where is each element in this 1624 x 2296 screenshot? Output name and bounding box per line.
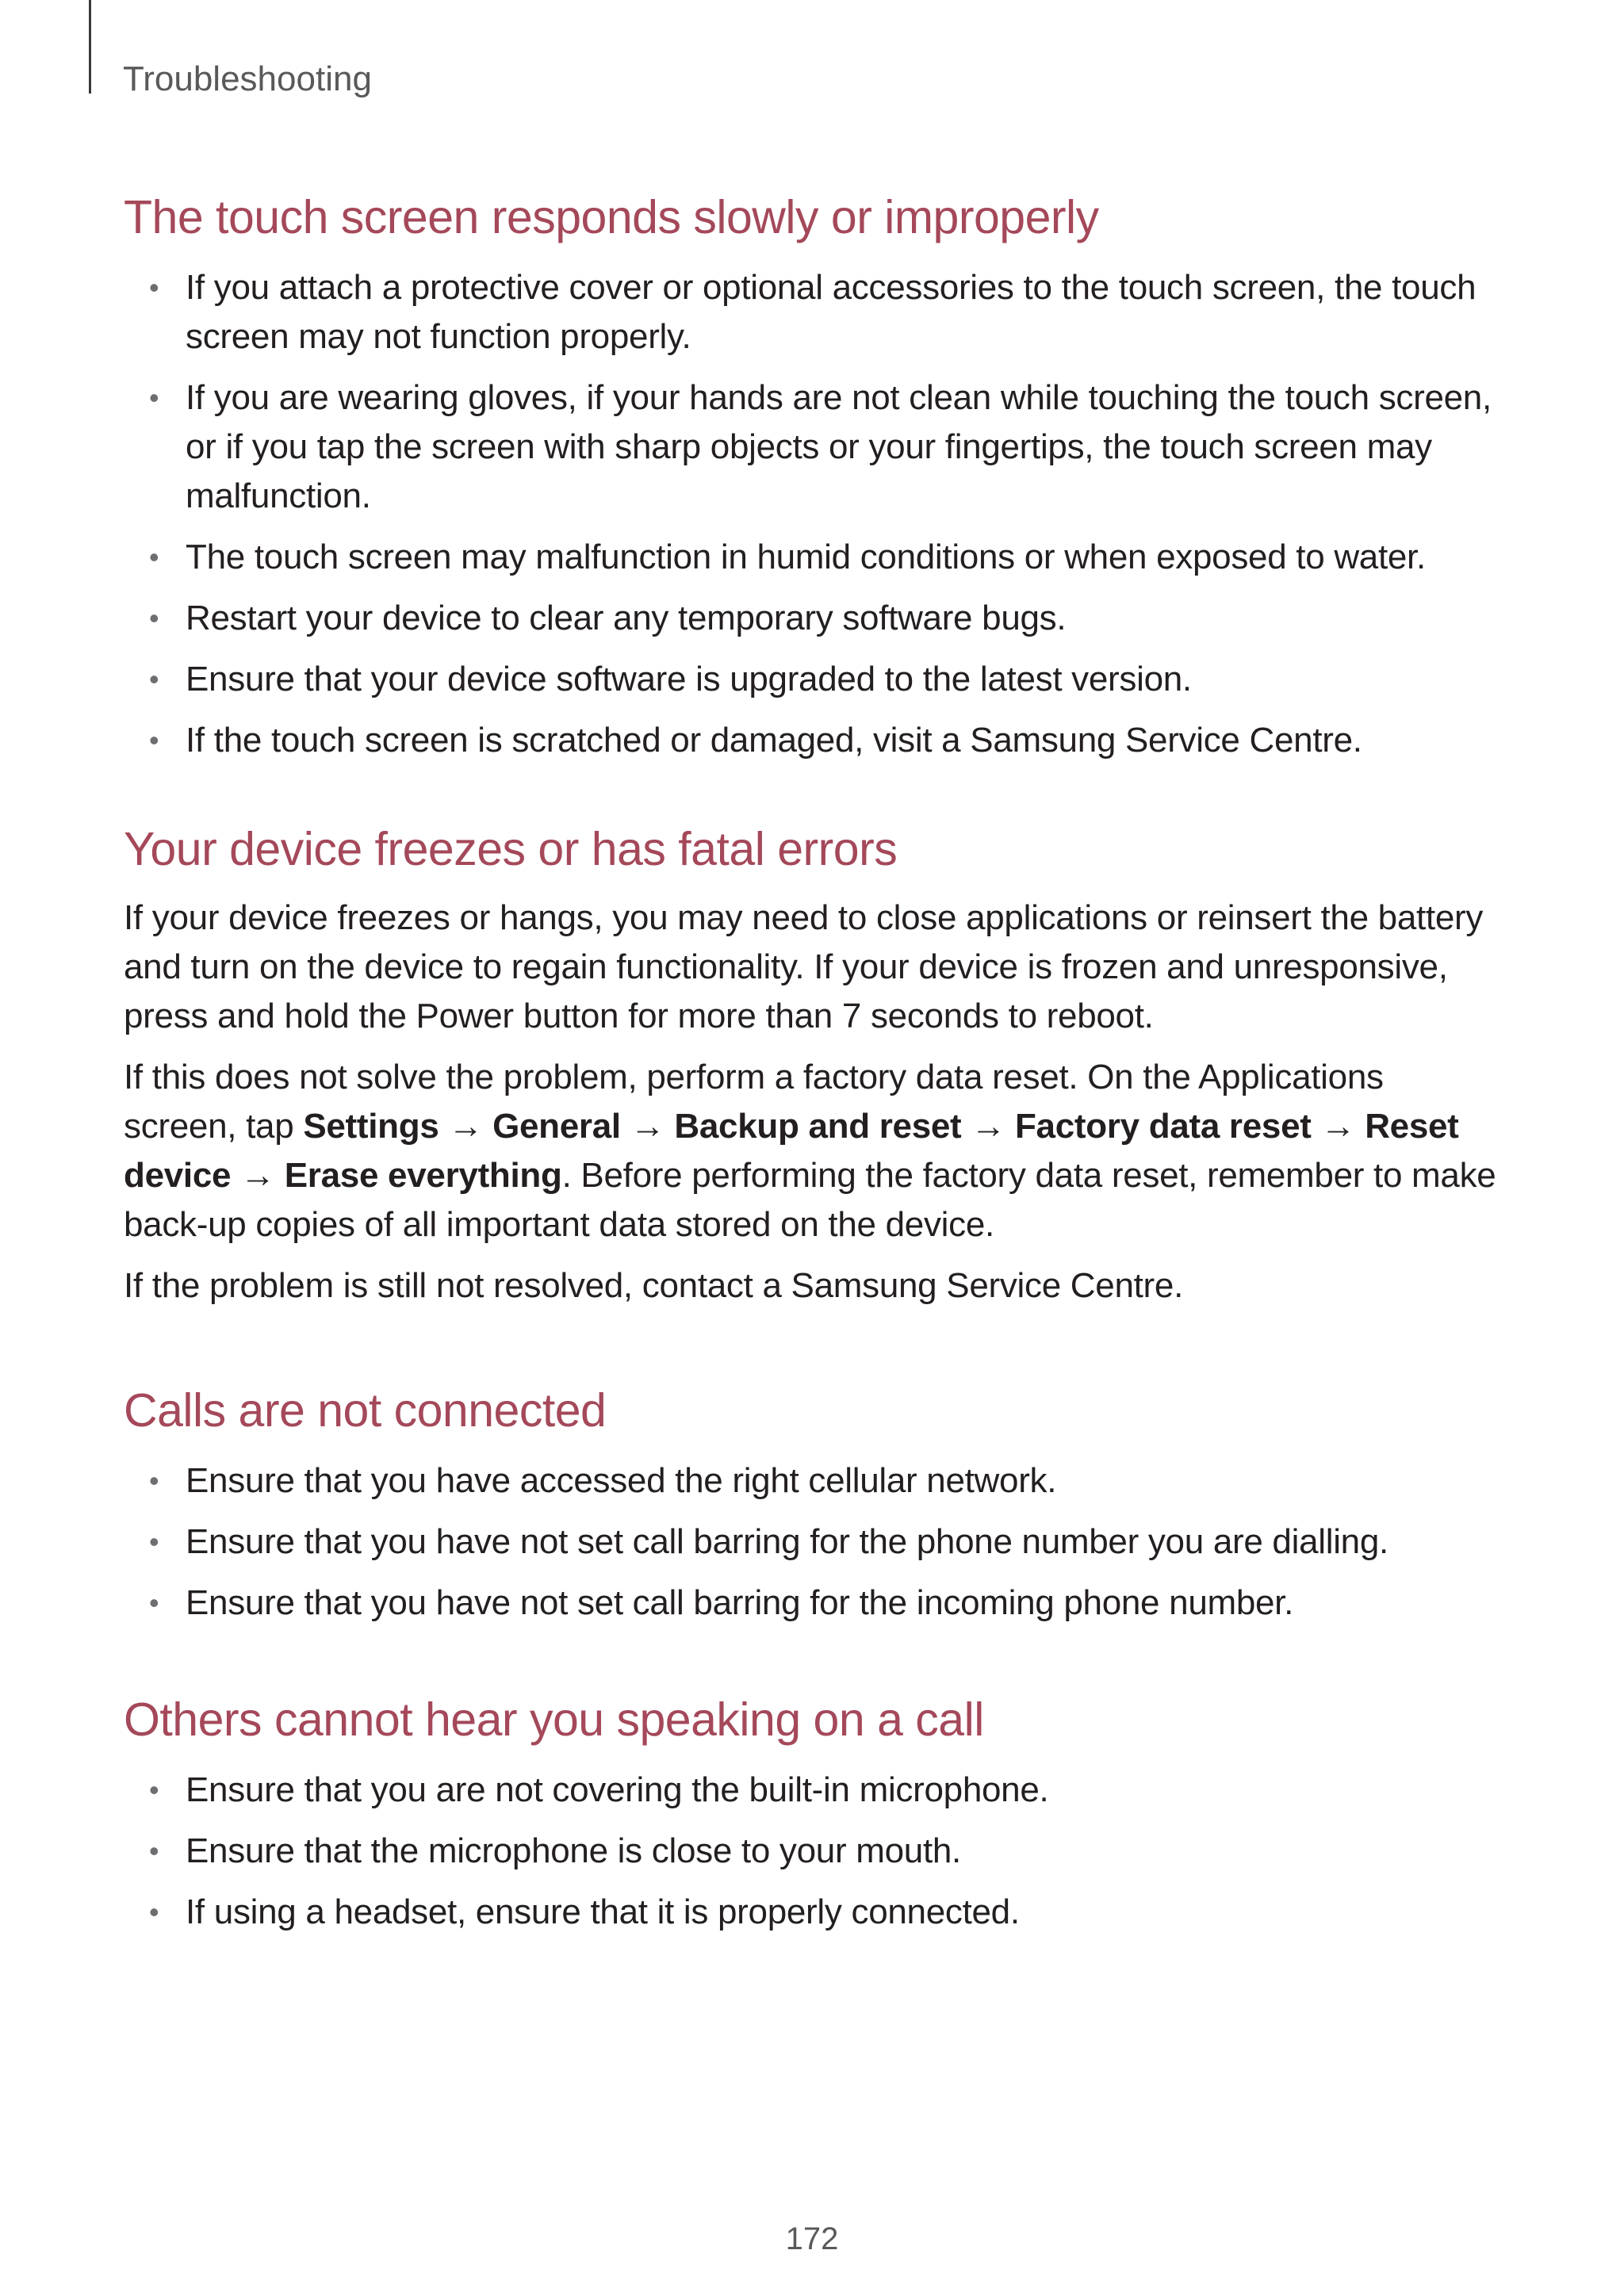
list-item: [124, 373, 1503, 521]
bullet-icon: •: [149, 602, 159, 634]
list-item: [124, 1578, 1503, 1628]
bullet-icon: •: [149, 663, 159, 695]
list-item: [124, 1766, 1503, 1815]
header-rule: [89, 0, 91, 94]
list-item-text: Ensure that you have accessed the right cellular network.: [186, 1461, 1057, 1500]
menu-path-reset-device: Reset device: [124, 1107, 1459, 1195]
bullet-icon: •: [149, 1896, 159, 1928]
factory-reset-paragraph: [124, 1053, 1503, 1249]
chapter-label: Troubleshooting: [123, 59, 372, 98]
list-item-text: If you attach a protective cover or optional accessories to the touch screen, the touch screen may not function properly.: [186, 268, 1477, 356]
bullet-icon: •: [149, 541, 159, 573]
section-title: Your device freezes or has fatal errors: [124, 823, 898, 875]
bullet-icon: •: [149, 271, 159, 304]
arrow-icon: →: [620, 1107, 675, 1146]
list-item-text: If using a headset, ensure that it is properly connected.: [186, 1892, 1020, 1931]
menu-path-backup-and-reset: Backup and reset: [674, 1107, 962, 1146]
paragraph-outro: . Before performing the factory data reset, remember to make back-up copies of all important data stored on the device.: [124, 1156, 1496, 1244]
arrow-icon: →: [439, 1107, 493, 1146]
page-number: 172: [785, 2221, 839, 2256]
bullet-icon: •: [149, 381, 159, 414]
list-item: [124, 1888, 1503, 1937]
list-item: [124, 655, 1503, 704]
paragraph-intro: If this does not solve the problem, perform a factory data reset. On the Applications screen, tap: [124, 1058, 1384, 1146]
list-item-text: Ensure that the microphone is close to your mouth.: [186, 1831, 961, 1870]
section-calls-not-connected: [124, 1382, 1503, 1628]
list-item-text: Ensure that you are not covering the built-in microphone.: [186, 1770, 1049, 1809]
section-device-freezes: [124, 821, 1503, 1311]
section-title: The touch screen responds slowly or improperly: [124, 191, 1099, 243]
list-item: [124, 594, 1503, 643]
section-title: Calls are not connected: [124, 1384, 607, 1437]
paragraph: If the problem is still not resolved, contact a Samsung Service Centre.: [124, 1266, 1183, 1305]
arrow-icon: →: [231, 1156, 285, 1195]
list-item: [124, 1827, 1503, 1876]
section-touch-screen: [124, 189, 1503, 765]
menu-path-erase-everything: Erase everything: [284, 1156, 562, 1195]
bullet-icon: •: [149, 1586, 159, 1619]
section-others-cannot-hear: [124, 1691, 1503, 1937]
bullet-icon: •: [149, 1525, 159, 1558]
paragraph: If your device freezes or hangs, you may need to close applications or reinsert the battery and turn on the device to regain functionality. If your device is frozen and unresponsive, press and hold the Power button for more than 7 seconds to reboot.: [124, 898, 1484, 1035]
list-item: [124, 533, 1503, 582]
list-item-text: If you are wearing gloves, if your hands are not clean while touching the touch screen, or if you tap the screen with sharp objects or your fingertips, the touch screen may malfunction.: [186, 378, 1492, 515]
bullet-list: [124, 263, 1503, 765]
list-item: [124, 263, 1503, 362]
list-item-text: Ensure that you have not set call barring for the phone number you are dialling.: [186, 1522, 1388, 1561]
bullet-icon: •: [149, 724, 159, 756]
menu-path-factory-data-reset: Factory data reset: [1014, 1107, 1312, 1146]
bullet-icon: •: [149, 1774, 159, 1806]
menu-path-settings: Settings: [303, 1107, 439, 1146]
menu-path-general: General: [492, 1107, 621, 1146]
bullet-list: [124, 1766, 1503, 1937]
bullet-icon: •: [149, 1835, 159, 1867]
list-item-text: The touch screen may malfunction in humid conditions or when exposed to water.: [186, 538, 1426, 576]
arrow-icon: →: [1311, 1107, 1365, 1146]
page-content: [124, 189, 1503, 1949]
bullet-icon: •: [149, 1464, 159, 1497]
list-item-text: Restart your device to clear any temporary software bugs.: [186, 599, 1067, 637]
list-item: [124, 716, 1503, 765]
section-title: Others cannot hear you speaking on a call: [124, 1693, 984, 1746]
list-item: [124, 1517, 1503, 1567]
list-item-text: If the touch screen is scratched or damaged, visit a Samsung Service Centre.: [186, 721, 1362, 760]
list-item: [124, 1456, 1503, 1506]
list-item-text: Ensure that your device software is upgraded to the latest version.: [186, 660, 1192, 698]
list-item-text: Ensure that you have not set call barring for the incoming phone number.: [186, 1583, 1294, 1622]
arrow-icon: →: [961, 1107, 1015, 1146]
bullet-list: [124, 1456, 1503, 1628]
